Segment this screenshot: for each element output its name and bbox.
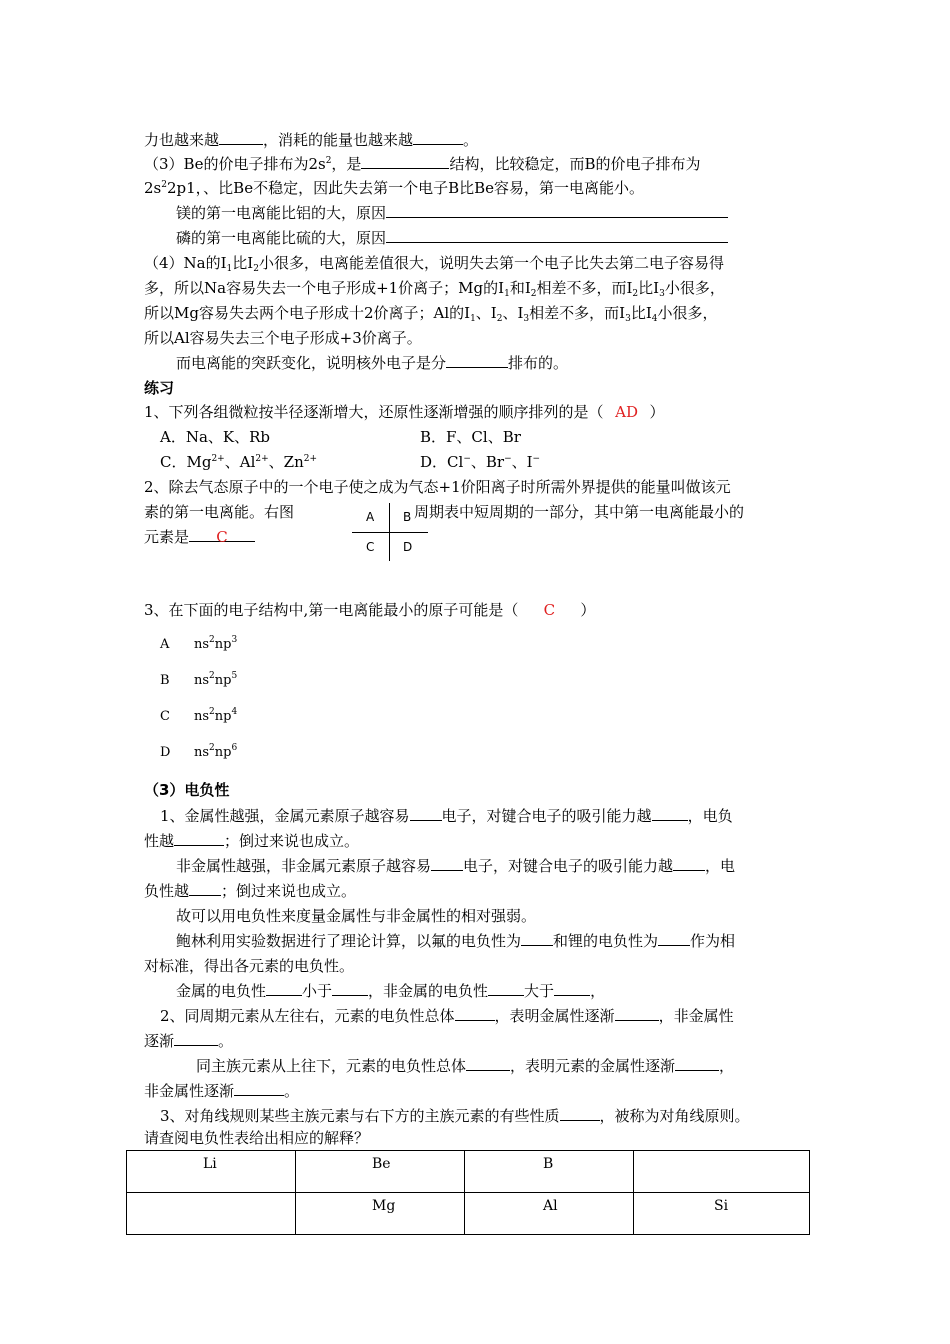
table-cell: Si: [634, 1193, 810, 1235]
question-1: 1、下列各组微粒按半径逐渐增大，还原性逐渐增强的顺序排列的是（ AD ）: [144, 403, 665, 421]
blank[interactable]: [332, 981, 368, 996]
table-row: [127, 1193, 810, 1235]
en-line-14: 请查阅电负性表给出相应的解释？: [144, 1129, 370, 1147]
blank[interactable]: [652, 806, 688, 821]
periodic-table-fragment: [352, 503, 428, 561]
blank[interactable]: [189, 881, 221, 896]
question-3: 3、在下面的电子结构中,第一电离能最小的原子可能是（ C ）: [144, 601, 596, 619]
table-cell: Mg: [296, 1193, 465, 1235]
answer-q3: C: [543, 601, 556, 619]
line-p5: 而电离能的突跃变化，说明核外电子是分 排布的。: [176, 354, 569, 372]
blank[interactable]: [174, 831, 224, 846]
blank[interactable]: [234, 1081, 284, 1096]
en-line-5: 故可以用电负性来度量金属性与非金属性的相对强弱。: [176, 907, 537, 925]
blank[interactable]: [174, 1031, 218, 1046]
line-p4-2: 多，所以Na容易失去一个电子形成+1价离子；Mg的$I_1$和$I_2$相差不多，而$I_2$比$I_3$小很多，: [144, 279, 725, 299]
blank[interactable]: [554, 981, 590, 996]
q1-option-b[interactable]: B．F、Cl、Br: [420, 428, 521, 446]
blank[interactable]: [521, 931, 553, 946]
question-2-line3: 元素是 C: [144, 527, 255, 547]
answer-q1: AD: [615, 403, 638, 421]
table-cell: Li: [127, 1151, 296, 1193]
en-line-6: 鲍林利用实验数据进行了理论计算，以氟的电负性为 和锂的电负性为 作为相: [176, 932, 736, 950]
section-electronegativity-title: （3）电负性: [144, 781, 230, 799]
table-cell: B: [465, 1151, 634, 1193]
line-be-config: （3）Be的价电子排布为$2s^2$，是 结构，比较稳定，而B的价电子排布为: [144, 155, 701, 173]
blank[interactable]: [446, 353, 508, 368]
diagonal-rule-table: [126, 1150, 810, 1235]
table-cell: [127, 1193, 296, 1235]
blank[interactable]: [219, 130, 263, 145]
blank[interactable]: [466, 1056, 510, 1071]
line-mg-al: 镁的第一电离能比铝的大，原因: [176, 203, 728, 223]
blank[interactable]: [266, 981, 302, 996]
en-line-8: 金属的电负性 小于 ，非金属的电负性 大于 ，: [176, 982, 606, 1000]
blank[interactable]: [560, 1106, 600, 1121]
blank[interactable]: [658, 931, 690, 946]
en-line-10: 逐渐 。: [144, 1032, 234, 1050]
en-line-13: 3、对角线规则某些主族元素与右下方的主族元素的有些性质 ，被称为对角线原则。: [160, 1107, 750, 1125]
blank[interactable]: [615, 1006, 659, 1021]
q3-option-b[interactable]: B $ns^2np^5$: [160, 671, 238, 688]
question-2-line2: 素的第一电离能。右图 周期表中短周期的一部分，其中第一电离能最小的: [144, 503, 745, 521]
blank[interactable]: [431, 856, 463, 871]
en-line-3: 非金属性越强，非金属元素原子越容易 电子，对键合电子的吸引能力越 ，电: [176, 857, 736, 875]
blank[interactable]: [675, 1056, 719, 1071]
en-line-4: 负性越 ；倒过来说也成立。: [144, 882, 357, 900]
blank[interactable]: [455, 1006, 495, 1021]
blank[interactable]: [410, 806, 442, 821]
q1-option-d[interactable]: D．Cl−、Br−、I−: [420, 453, 541, 471]
q3-option-a[interactable]: A $ns^2np^3$: [160, 635, 238, 652]
q1-option-c[interactable]: C．$Mg^{2+}$、$Al^{2+}$、$Zn^{2+}$: [160, 453, 318, 471]
table-row: [127, 1151, 810, 1193]
en-line-7: 对标准，得出各元素的电负性。: [144, 957, 355, 975]
line-p4-3: 所以Mg容易失去两个电子形成十2价离子；Al的$I_1$、$I_2$、$I_3$相差不多，而$I_3$比$I_4$小很多，: [144, 304, 718, 324]
grid-cell-d: D: [403, 540, 413, 554]
grid-cell-a: A: [366, 510, 375, 524]
en-line-9: 2、同周期元素从左往右，元素的电负性总体 ，表明金属性逐渐 ，非金属性: [160, 1007, 734, 1025]
en-line-11: 同主族元素从上往下，元素的电负性总体 ，表明元素的金属性逐渐 ，: [196, 1057, 735, 1075]
answer-q2: C: [216, 528, 228, 546]
en-line-1: 1、金属性越强，金属元素原子越容易 电子，对键合电子的吸引能力越 ，电负: [160, 807, 733, 825]
q1-option-a[interactable]: A．Na、K、Rb: [160, 428, 271, 446]
blank[interactable]: [673, 856, 705, 871]
en-line-2: 性越 ；倒过来说也成立。: [144, 832, 360, 850]
blank[interactable]: [488, 981, 524, 996]
line-b-config: $2s^22p1$，、比Be不稳定，因此失去第一个电子B比Be容易，第一电离能小。: [144, 179, 644, 197]
line-ionization-energy-tail: 力也越来越 ，消耗的能量也越来越 。: [144, 131, 479, 149]
grid-cell-c: C: [366, 540, 375, 554]
question-2-line1: 2、除去气态原子中的一个电子使之成为气态+1价阳离子时所需外界提供的能量叫做该元: [144, 478, 731, 496]
answer-blank[interactable]: [386, 228, 728, 243]
q3-option-d[interactable]: D $ns^2np^6$: [160, 743, 238, 760]
grid-cell-b: B: [403, 510, 412, 524]
line-p4-1: （4）Na的$I_1$比$I_2$小很多，电离能差值很大，说明失去第一个电子比失去第二电子容易得: [144, 254, 724, 274]
table-cell: Be: [296, 1151, 465, 1193]
blank[interactable]: [361, 154, 449, 169]
en-line-12: 非金属性逐渐 。: [144, 1082, 300, 1100]
line-p-s: 磷的第一电离能比硫的大，原因: [176, 228, 728, 248]
line-p4-4: 所以Al容易失去三个电子形成+3价离子。: [144, 329, 422, 347]
table-cell: Al: [465, 1193, 634, 1235]
table-cell: [634, 1151, 810, 1193]
answer-q2-blank[interactable]: [189, 527, 255, 546]
q3-option-c[interactable]: C $ns^2np^4$: [160, 707, 238, 724]
answer-blank[interactable]: [386, 203, 728, 218]
practice-title: 练习: [144, 379, 175, 397]
blank[interactable]: [413, 130, 463, 145]
